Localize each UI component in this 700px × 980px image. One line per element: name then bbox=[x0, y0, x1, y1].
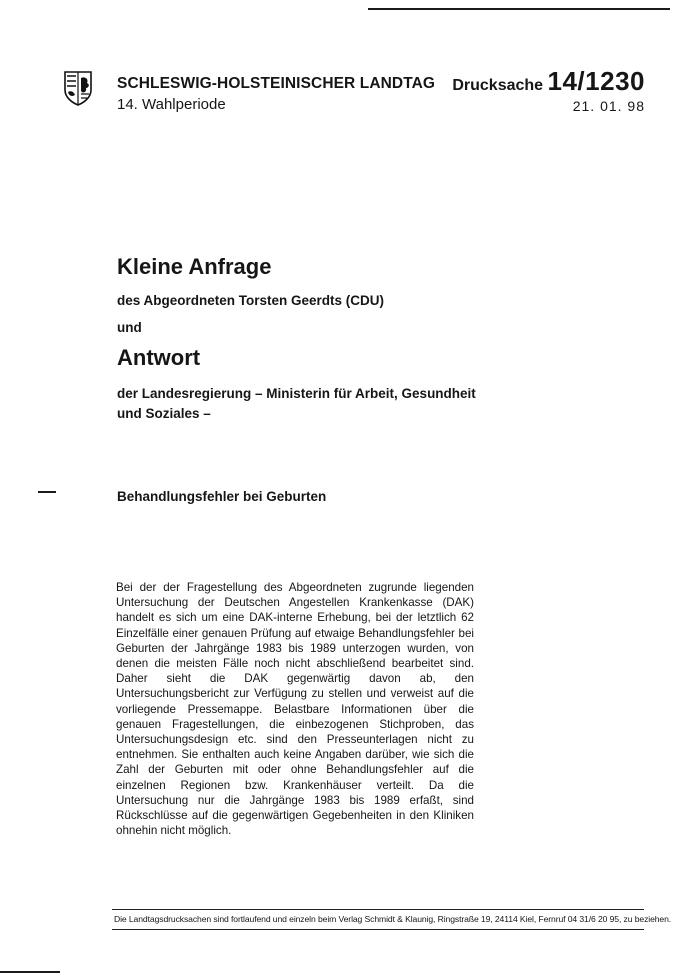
footer-rule-bottom bbox=[112, 929, 644, 930]
heading-antwort: Antwort bbox=[117, 345, 201, 370]
coat-of-arms-icon bbox=[63, 70, 93, 106]
inquirer-line: des Abgeordneten Torsten Geerdts (CDU) bbox=[117, 293, 385, 308]
respondent-line: der Landesregierung – Ministerin für Arbeit, Gesundheit und Soziales – bbox=[117, 386, 476, 421]
parliament-name: SCHLESWIG-HOLSTEINISCHER LANDTAG bbox=[117, 75, 436, 92]
scan-bottom-mark bbox=[0, 971, 60, 973]
scan-top-rule bbox=[368, 8, 670, 10]
conjunction-und: und bbox=[117, 320, 142, 335]
answer-body: Bei der der Fragestellung des Abgeordneten zugrunde liegenden Untersuchung der Deutschen Angestellen Krankenkasse (DAK) handelt es sich um eine DAK-interne Erhebung, bei der letztlich 62 Einzelfälle einer genauen Prüfung auf etwaige Behandlungsfehler bei Geburten der Jahrgänge 1983 bis 1989 unterzogen wurden, von denen die meisten Fälle noch nicht abschließend bearbeitet sind. Daher sieht die DAK gegenwärtig davon ab, den Untersuchungsbericht zur Verfügung zu stellen und verweist auf die vorliegende Pressemappe. Belastbare Informationen über die genauen Fragestellungen, die einbezogenen Stichproben, das Untersuchungsdesign etc. sind den Presseunterlagen nicht zu entnehmen. Sie enthalten auch keine Angaben darüber, wie sich die Zahl der Geburten mit oder ohne Behandlungsfehler auf die einzelnen Regionen bzw. Krankenhäuser verteilt. Da die Untersuchung nur die Jahrgänge 1983 bis 1989 erfaßt, sind Rückschlüsse auf die gegenwärtigen Gegebenheiten in den Kliniken ohnehin nicht möglich. bbox=[116, 581, 474, 838]
document-date: 21. 01. 98 bbox=[572, 98, 645, 114]
drucksache-number: 14/1230 bbox=[547, 66, 645, 96]
margin-mark bbox=[38, 491, 56, 493]
drucksache-label: Drucksache bbox=[452, 77, 544, 94]
footer-note: Die Landtagsdrucksachen sind fortlaufend und einzeln beim Verlag Schmidt & Klaunig, Ringstraße 19, 24114 Kiel, Fernruf 04 31/6 20 95, zu beziehen. bbox=[114, 914, 672, 924]
legislative-period: 14. Wahlperiode bbox=[117, 96, 226, 113]
heading-kleine-anfrage: Kleine Anfrage bbox=[117, 254, 272, 279]
subject-line: Behandlungsfehler bei Geburten bbox=[117, 489, 327, 504]
footer-rule-top bbox=[112, 909, 644, 910]
document-number bbox=[452, 66, 645, 97]
